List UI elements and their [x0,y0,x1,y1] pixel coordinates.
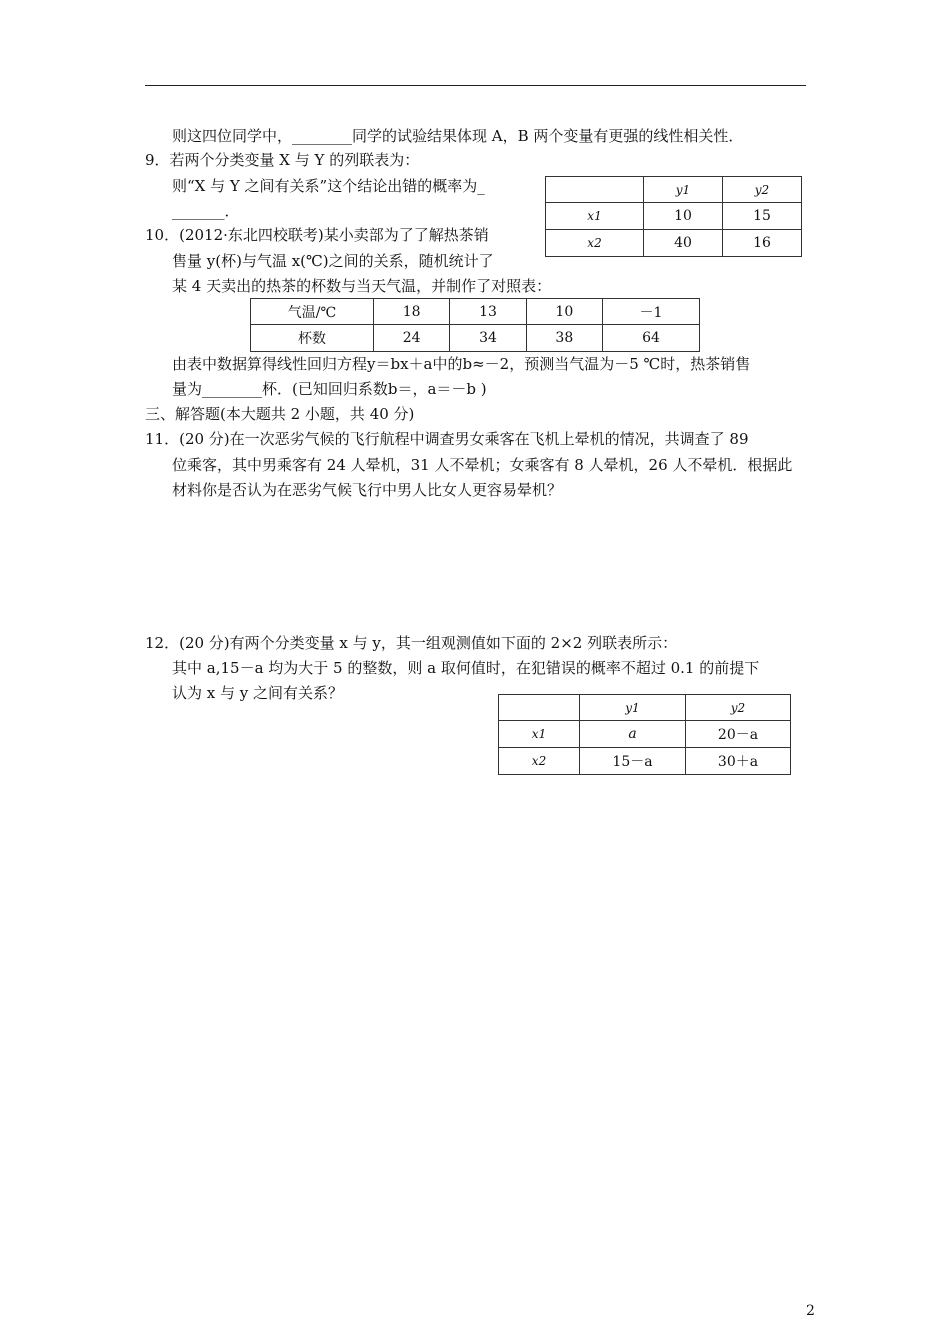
q9-col-header: y2 [723,177,802,203]
q12-row-x2 [499,748,791,775]
header-rule [145,85,806,86]
q10-line1: 10．(2012·东北四校联考)某小卖部为了了解热茶销 [145,226,489,244]
q12-header-row [499,695,791,721]
q9-header-row [546,177,802,203]
q9-cell: 15 [723,203,802,230]
q9-row-x1 [546,203,802,230]
q8-tail: 则这四位同学中，________同学的试验结果体现 A，B 两个变量有更强的线性相关性． [172,127,744,145]
q12-cell: 20－a [686,721,791,748]
q9-corner-cell [546,177,644,203]
q10-cell: 64 [602,325,699,352]
q12-corner-cell [499,695,580,721]
q9-row-x2 [546,230,802,257]
q11-line2: 位乘客，其中男乘客有 24 人晕机，31 人不晕机；女乘客有 8 人晕机，26 人不晕机．根据此 [172,456,793,474]
q10-cell: 10 [526,299,602,325]
q10-cell: 38 [526,325,602,352]
q12-line1: 12．(20 分)有两个分类变量 x 与 y，其一组观测值如下面的 2×2 列联表所示： [145,634,678,652]
q10-cell: －1 [602,299,699,325]
q10-line4: 由表中数据算得线性回归方程y＝bx＋a中的b≈－2，预测当气温为－5 ℃时，热茶销售 [172,355,751,373]
q11-line3: 材料你是否认为在恶劣气候飞行中男人比女人更容易晕机？ [172,481,563,499]
q10-row-cups [251,325,700,352]
q9-line1: 9．若两个分类变量 X 与 Y 的列联表为： [145,151,420,169]
page-number: 2 [806,1303,815,1319]
q12-row-x1 [499,721,791,748]
q10-line3: 某 4 天卖出的热茶的杯数与当天气温，并制作了对照表： [172,277,552,295]
q10-cell: 18 [374,299,450,325]
q12-line3: 认为 x 与 y 之间有关系？ [172,684,344,702]
section-heading: 三、解答题(本大题共 2 小题，共 40 分) [145,405,415,423]
q9-cell: 10 [644,203,723,230]
q10-cell: 34 [450,325,526,352]
q9-row-label: x2 [546,230,644,257]
q12-col-header: y2 [686,695,791,721]
q10-line2: 售量 y(杯)与气温 x(℃)之间的关系，随机统计了 [172,252,494,270]
q9-col-header: y1 [644,177,723,203]
q12-contingency-table [498,694,791,775]
q12-row-label: x1 [499,721,580,748]
q11-line1: 11．(20 分)在一次恶劣气候的飞行航程中调查男女乘客在飞机上晕机的情况，共调查了 89 [145,430,749,448]
q10-row-label: 气温/℃ [251,299,374,325]
q10-cell: 24 [374,325,450,352]
q9-cell: 16 [723,230,802,257]
q10-row-label: 杯数 [251,325,374,352]
q12-row-label: x2 [499,748,580,775]
q12-cell: 15－a [580,748,686,775]
q12-cell: a [580,721,686,748]
q10-cell: 13 [450,299,526,325]
q9-line2: 则“X 与 Y 之间有关系”这个结论出错的概率为_ [172,177,485,195]
q10-row-temperature [251,299,700,325]
q12-cell: 30＋a [686,748,791,775]
q10-line5: 量为________杯．(已知回归系数b＝，a＝－b ) [172,380,487,398]
q10-temperature-table [250,298,700,352]
q12-line2: 其中 a,15－a 均为大于 5 的整数，则 a 取何值时，在犯错误的概率不超过 0.1 的前提下 [172,659,760,677]
q9-cell: 40 [644,230,723,257]
q9-contingency-table [545,176,802,257]
q12-col-header: y1 [580,695,686,721]
q9-line3: _______． [172,202,240,220]
q9-row-label: x1 [546,203,644,230]
